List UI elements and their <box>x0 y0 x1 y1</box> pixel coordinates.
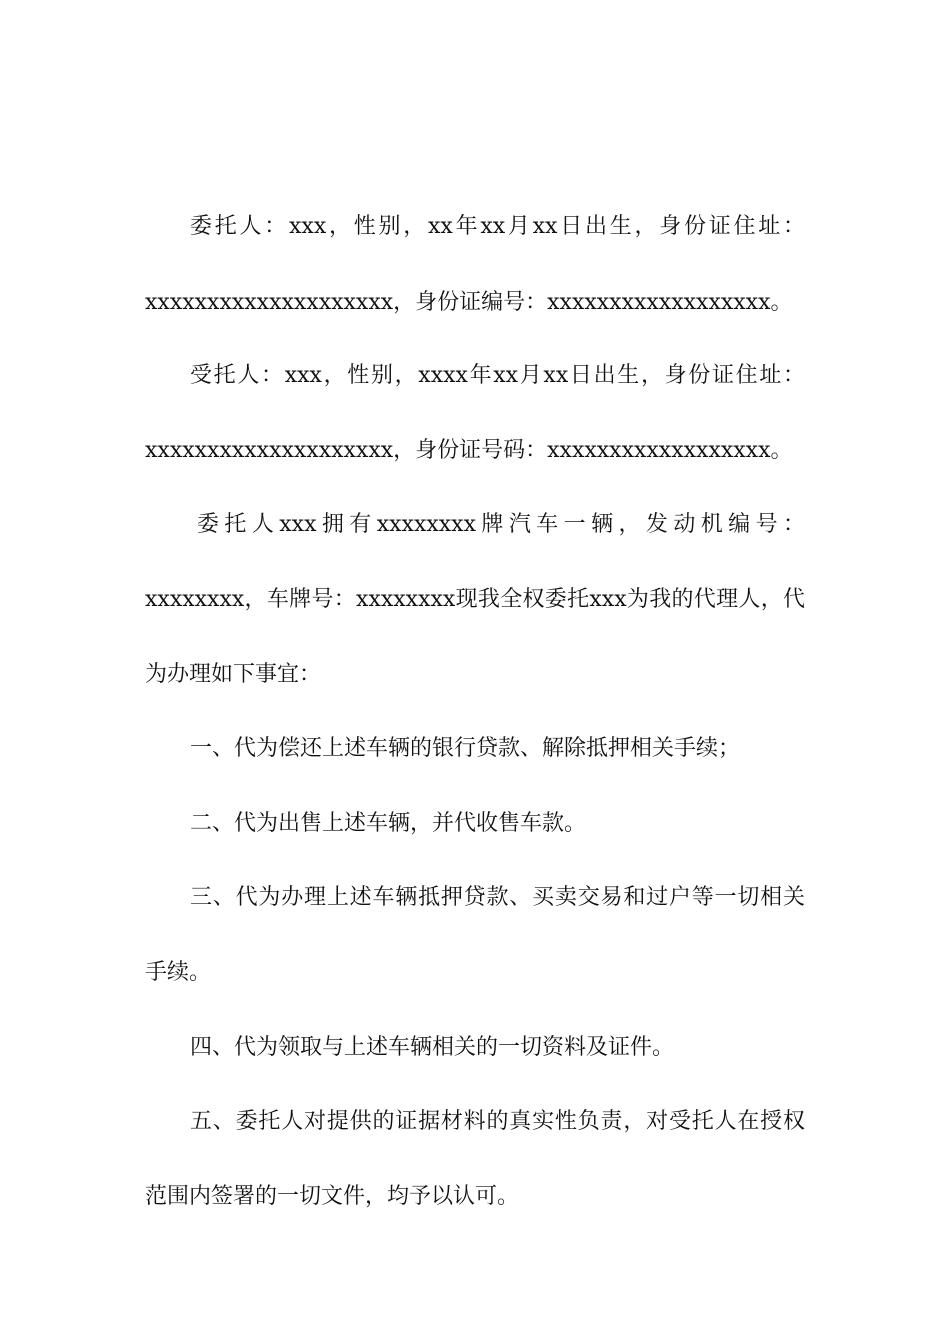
vehicle-info-line-3: 为办理如下事宜： <box>145 662 322 687</box>
vehicle-info-line-1: 委托人xxx拥有xxxxxxxx牌汽车一辆，发动机编号： <box>197 512 805 537</box>
item-3-line-1: 三、代为办理上述车辆抵押贷款、买卖交易和过户等一切相关 <box>190 885 805 910</box>
agent-info-line-2: xxxxxxxxxxxxxxxxxxxx，身份证号码：xxxxxxxxxxxxxxxxxx。 <box>145 438 793 463</box>
item-5-line-1: 五、委托人对提供的证据材料的真实性负责，对受托人在授权 <box>190 1109 805 1134</box>
item-4: 四、代为领取与上述车辆相关的一切资料及证件。 <box>190 1035 675 1060</box>
item-2: 二、代为出售上述车辆，并代收售车款。 <box>190 811 587 836</box>
principal-info-line-2: xxxxxxxxxxxxxxxxxxxx，身份证编号：xxxxxxxxxxxxxxxxxx。 <box>145 290 793 315</box>
agent-info-line-1: 受托人：xxx，性别，xxxx年xx月xx日出生，身份证住址： <box>190 363 805 388</box>
item-3-line-2: 手续。 <box>145 960 212 985</box>
vehicle-info-line-2: xxxxxxxx，车牌号：xxxxxxxx现我全权委托xxx为我的代理人，代 <box>145 587 805 612</box>
principal-info-line-1: 委托人：xxx，性别，xx年xx月xx日出生，身份证住址： <box>190 214 805 239</box>
item-1: 一、代为偿还上述车辆的银行贷款、解除抵押相关手续； <box>190 736 741 761</box>
item-5-line-2: 范围内签署的一切文件，均予以认可。 <box>145 1184 520 1209</box>
